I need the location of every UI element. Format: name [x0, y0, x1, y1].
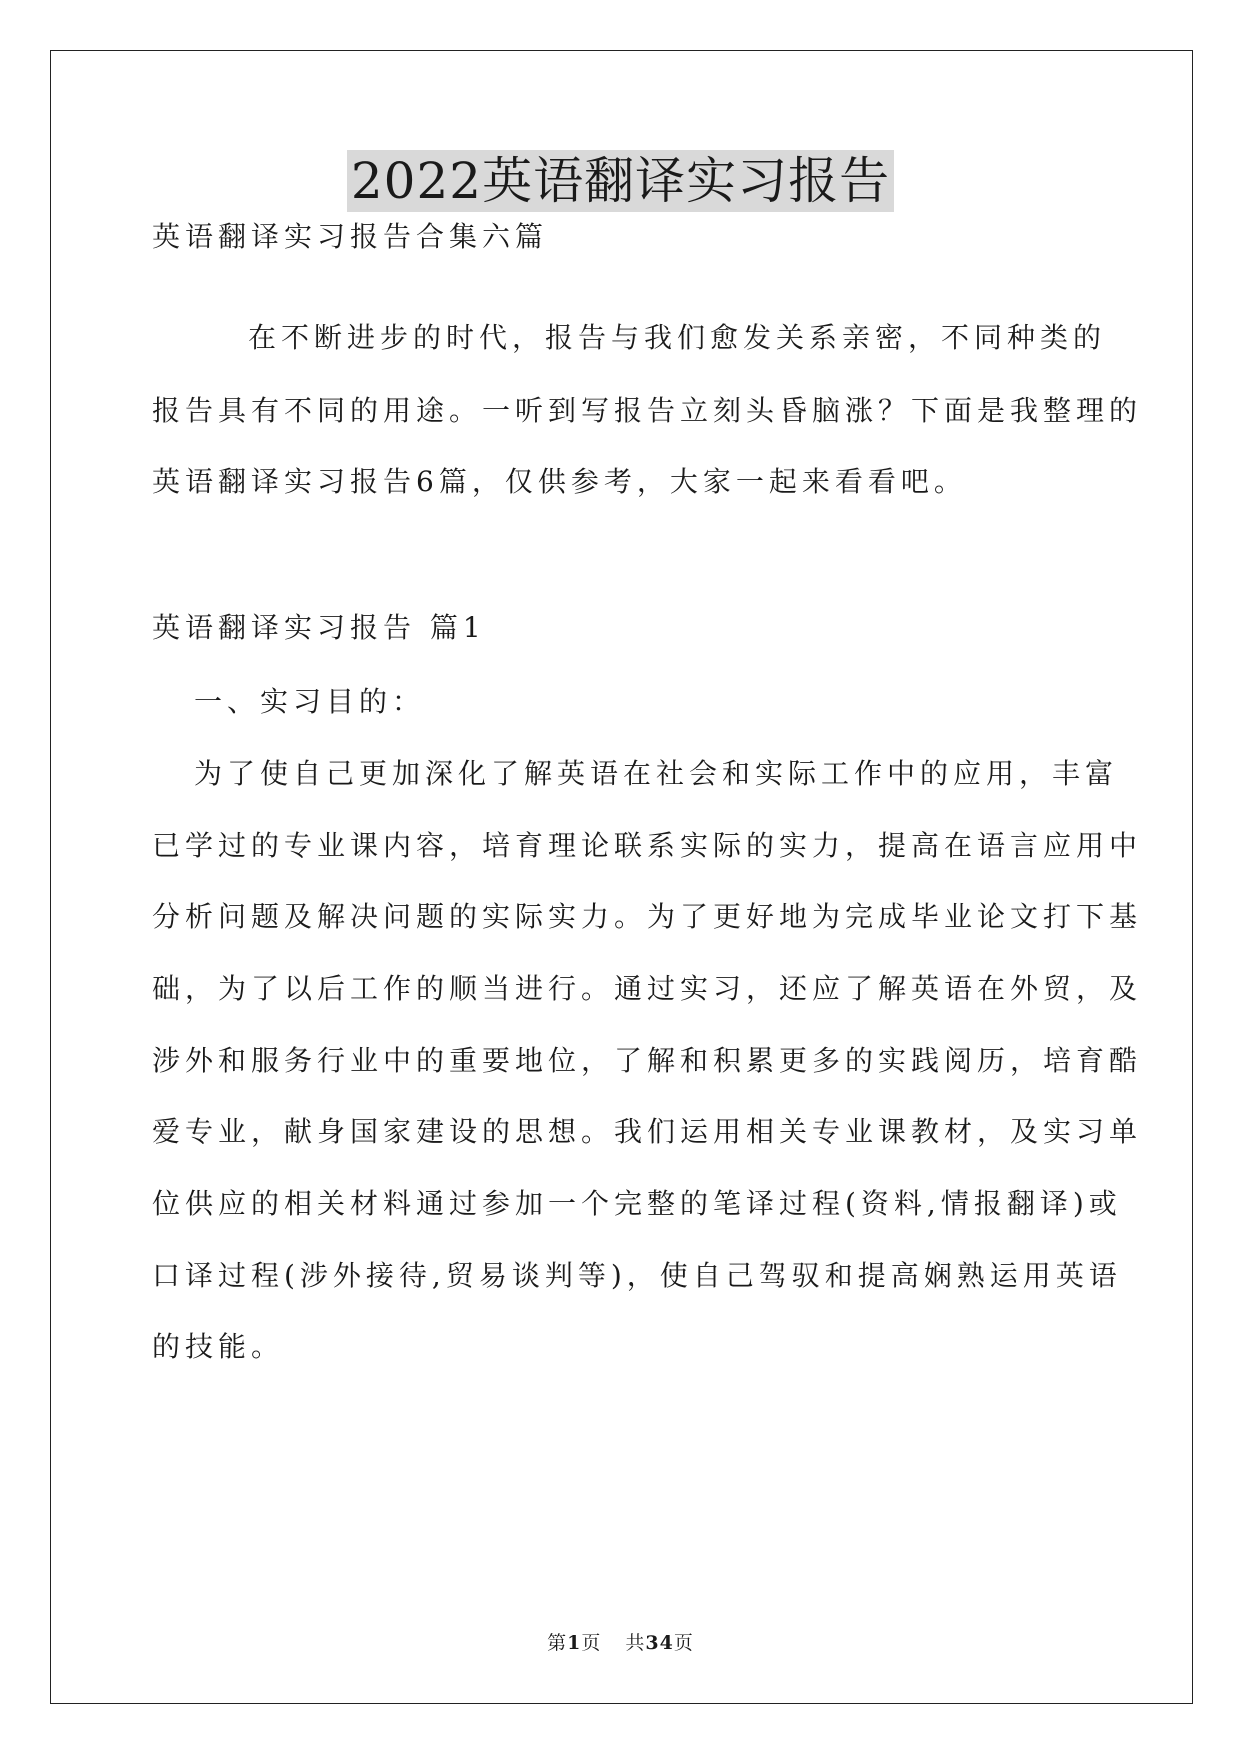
- document-title: 2022英语翻译实习报告: [347, 150, 894, 212]
- intro-line-1: 在不断进步的时代，报告与我们愈发关系亲密，不同种类的: [248, 321, 1107, 354]
- footer-page-mid: 页: [581, 1632, 602, 1654]
- footer-page-prefix: 第: [547, 1632, 568, 1654]
- body-line-7: 位供应的相关材料通过参加一个完整的笔译过程(资料,情报翻译)或: [152, 1187, 1122, 1220]
- body-line-4: 础，为了以后工作的顺当进行。通过实习，还应了解英语在外贸，及: [152, 972, 1143, 1005]
- page-footer: [0, 1628, 1241, 1655]
- body-line-2: 已学过的专业课内容，培育理论联系实际的实力，提高在语言应用中: [152, 829, 1143, 862]
- footer-total-suffix: 页: [673, 1632, 694, 1654]
- document-subtitle: 英语翻译实习报告合集六篇: [152, 220, 549, 253]
- intro-line-3: 英语翻译实习报告6篇，仅供参考，大家一起来看看吧。: [152, 465, 967, 498]
- body-line-8: 口译过程(涉外接待,贸易谈判等)，使自己驾驭和提高娴熟运用英语: [152, 1259, 1122, 1292]
- body-line-5: 涉外和服务行业中的重要地位，了解和积累更多的实践阅历，培育酷: [152, 1044, 1143, 1077]
- intro-line-2: 报告具有不同的用途。一听到写报告立刻头昏脑涨？下面是我整理的: [152, 394, 1143, 427]
- section-heading: 英语翻译实习报告 篇1: [152, 611, 486, 644]
- subsection-heading: 一、实习目的：: [194, 685, 426, 718]
- body-line-9: 的技能。: [152, 1330, 285, 1363]
- body-line-6: 爱专业，献身国家建设的思想。我们运用相关专业课教材，及实习单: [152, 1115, 1143, 1148]
- footer-total-prefix: 共: [625, 1632, 646, 1654]
- footer-page-total: 34: [645, 1632, 674, 1654]
- footer-page-current: 1: [567, 1632, 582, 1654]
- body-line-3: 分析问题及解决问题的实际实力。为了更好地为完成毕业论文打下基: [152, 900, 1143, 933]
- title-container: [0, 150, 1241, 212]
- body-line-1: 为了使自己更加深化了解英语在社会和实际工作中的应用，丰富: [194, 757, 1119, 790]
- page-border: [50, 50, 1193, 1704]
